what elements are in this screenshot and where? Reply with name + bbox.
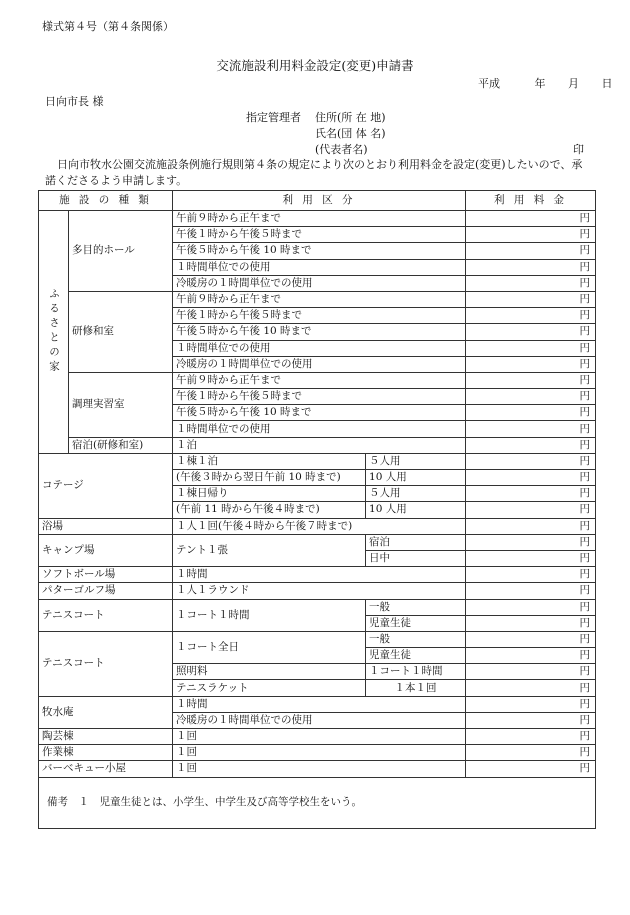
- fee-cell: 円: [466, 615, 596, 631]
- facility-tennis: テニスコート: [39, 599, 173, 631]
- sub-usage-cell: 日中: [366, 550, 466, 566]
- fee-cell: 円: [466, 761, 596, 777]
- fee-cell: 円: [466, 421, 596, 437]
- usage-cell: １人１ラウンド: [173, 583, 466, 599]
- sub-usage-cell: １本１回: [366, 680, 466, 696]
- fee-cell: 円: [466, 259, 596, 275]
- application-date: [478, 75, 613, 91]
- header-fee: 利 用 料 金: [466, 191, 596, 211]
- facility-hall: 多目的ホール: [69, 211, 173, 292]
- form-number: 様式第４号（第４条関係）: [42, 20, 174, 33]
- fee-cell: 円: [466, 631, 596, 647]
- fee-cell: 円: [466, 502, 596, 518]
- usage-cell: １泊: [173, 437, 466, 453]
- sub-usage-cell: 児童生徒: [366, 615, 466, 631]
- usage-cell: 冷暖房の１時間単位での使用: [173, 712, 466, 728]
- usage-cell: 午後１時から午後５時まで: [173, 308, 466, 324]
- usage-cell: 午後５時から午後 10 時まで: [173, 324, 466, 340]
- sub-usage-cell: 一般: [366, 599, 466, 615]
- facility-putter-golf: パターゴルフ場: [39, 583, 173, 599]
- fee-cell: 円: [466, 745, 596, 761]
- fee-cell: 円: [466, 680, 596, 696]
- date-month: 月: [568, 77, 579, 90]
- fee-cell: 円: [466, 486, 596, 502]
- date-era: 平成: [478, 77, 500, 90]
- note-text: 備考 １ 児童生徒とは、小学生、中学生及び高等学校生をいう。: [39, 777, 596, 828]
- fee-cell: 円: [466, 470, 596, 486]
- date-day: 日: [601, 77, 613, 90]
- fee-cell: 円: [466, 583, 596, 599]
- header-usage: 利 用 区 分: [173, 191, 466, 211]
- capacity-cell: 10 人用: [366, 502, 466, 518]
- usage-cell: (午前 11 時から午後４時まで): [173, 502, 366, 518]
- sub-usage-cell: 一般: [366, 631, 466, 647]
- table-row: [39, 599, 596, 615]
- fee-cell: 円: [466, 729, 596, 745]
- usage-cell: 午前９時から正午まで: [173, 291, 466, 307]
- fee-cell: 円: [466, 453, 596, 469]
- intro-paragraph: 日向市牧水公園交流施設条例施行規則第４条の規定により次のとおり利用料金を設定(変更)したいので、承諾くださるよう申請します。: [45, 158, 583, 187]
- sub-usage-cell: 児童生徒: [366, 648, 466, 664]
- facility-furusato: ふるさとの家: [39, 211, 69, 454]
- facility-lodging: 宿泊(研修和室): [69, 437, 173, 453]
- usage-cell: １回: [173, 745, 466, 761]
- facility-tennis-2: テニスコート: [39, 631, 173, 696]
- usage-cell: １回: [173, 729, 466, 745]
- representative-label: (代表者名): [315, 143, 368, 156]
- usage-cell: １棟１泊: [173, 453, 366, 469]
- usage-cell: １時間: [173, 696, 466, 712]
- header-facility-type: 施 設 の 種 類: [39, 191, 173, 211]
- table-row: [39, 745, 596, 761]
- table-header-row: [39, 191, 596, 211]
- usage-cell: １時間単位での使用: [173, 340, 466, 356]
- table-row: [39, 583, 596, 599]
- table-row: [39, 631, 596, 647]
- facility-bokusui-an: 牧水庵: [39, 696, 173, 728]
- usage-cell: 午後１時から午後５時まで: [173, 389, 466, 405]
- fee-cell: 円: [466, 696, 596, 712]
- facility-workshop: 作業棟: [39, 745, 173, 761]
- usage-cell: 照明料: [173, 664, 366, 680]
- usage-cell: 冷暖房の１時間単位での使用: [173, 275, 466, 291]
- fee-cell: 円: [466, 437, 596, 453]
- usage-cell: １時間単位での使用: [173, 259, 466, 275]
- table-row: [39, 567, 596, 583]
- facility-pottery: 陶芸棟: [39, 729, 173, 745]
- table-row: [39, 518, 596, 534]
- table-row: [39, 729, 596, 745]
- document-title: 交流施設利用料金設定(変更)申請書: [216, 58, 414, 73]
- fee-table: [38, 190, 596, 829]
- facility-washitsu: 研修和室: [69, 291, 173, 372]
- fee-cell: 円: [466, 664, 596, 680]
- facility-bath: 浴場: [39, 518, 173, 534]
- fee-cell: 円: [466, 211, 596, 227]
- usage-cell: 午後１時から午後５時まで: [173, 227, 466, 243]
- usage-cell: 午前９時から正午まで: [173, 211, 466, 227]
- table-row: [39, 534, 596, 550]
- seal-mark: 印: [573, 143, 584, 156]
- capacity-cell: ５人用: [366, 486, 466, 502]
- usage-cell: 午前９時から正午まで: [173, 372, 466, 388]
- fee-cell: 円: [466, 243, 596, 259]
- table-row: [39, 761, 596, 777]
- usage-cell: 午後５時から午後 10 時まで: [173, 243, 466, 259]
- sub-usage-cell: １コート１時間: [366, 664, 466, 680]
- address-label: 住所(所 在 地): [315, 111, 386, 124]
- name-label: 氏名(団 体 名): [315, 127, 386, 140]
- facility-kitchen: 調理実習室: [69, 372, 173, 437]
- usage-cell: １コート全日: [173, 631, 366, 663]
- facility-softball: ソフトボール場: [39, 567, 173, 583]
- fee-cell: 円: [466, 648, 596, 664]
- usage-cell: １人１回(午後４時から午後７時まで): [173, 518, 466, 534]
- usage-cell: 午後５時から午後 10 時まで: [173, 405, 466, 421]
- fee-cell: 円: [466, 372, 596, 388]
- manager-label: 指定管理者: [246, 111, 301, 124]
- facility-camp: キャンプ場: [39, 534, 173, 566]
- fee-cell: 円: [466, 389, 596, 405]
- usage-cell: テニスラケット: [173, 680, 366, 696]
- fee-cell: 円: [466, 227, 596, 243]
- fee-cell: 円: [466, 340, 596, 356]
- usage-cell: 冷暖房の１時間単位での使用: [173, 356, 466, 372]
- table-row: [39, 372, 596, 388]
- table-row: [39, 696, 596, 712]
- addressee: 日向市長 様: [45, 95, 104, 108]
- date-year: 年: [534, 77, 546, 90]
- table-row: [39, 291, 596, 307]
- usage-cell: (午後３時から翌日午前 10 時まで): [173, 470, 366, 486]
- fee-cell: 円: [466, 712, 596, 728]
- fee-cell: 円: [466, 308, 596, 324]
- fee-cell: 円: [466, 534, 596, 550]
- usage-cell: テント１張: [173, 534, 366, 566]
- fee-cell: 円: [466, 518, 596, 534]
- usage-cell: １コート１時間: [173, 599, 366, 631]
- fee-cell: 円: [466, 356, 596, 372]
- fee-cell: 円: [466, 324, 596, 340]
- fee-cell: 円: [466, 567, 596, 583]
- table-row: [39, 453, 596, 469]
- fee-cell: 円: [466, 275, 596, 291]
- facility-cottage: コテージ: [39, 453, 173, 518]
- capacity-cell: ５人用: [366, 453, 466, 469]
- facility-bbq-hut: バーベキュー小屋: [39, 761, 173, 777]
- table-row: [39, 211, 596, 227]
- fee-cell: 円: [466, 550, 596, 566]
- fee-cell: 円: [466, 405, 596, 421]
- note-row: [39, 777, 596, 828]
- usage-cell: １時間単位での使用: [173, 421, 466, 437]
- table-row: [39, 437, 596, 453]
- usage-cell: １時間: [173, 567, 466, 583]
- fee-cell: 円: [466, 291, 596, 307]
- capacity-cell: 10 人用: [366, 470, 466, 486]
- usage-cell: １回: [173, 761, 466, 777]
- sub-usage-cell: 宿泊: [366, 534, 466, 550]
- usage-cell: １棟日帰り: [173, 486, 366, 502]
- fee-cell: 円: [466, 599, 596, 615]
